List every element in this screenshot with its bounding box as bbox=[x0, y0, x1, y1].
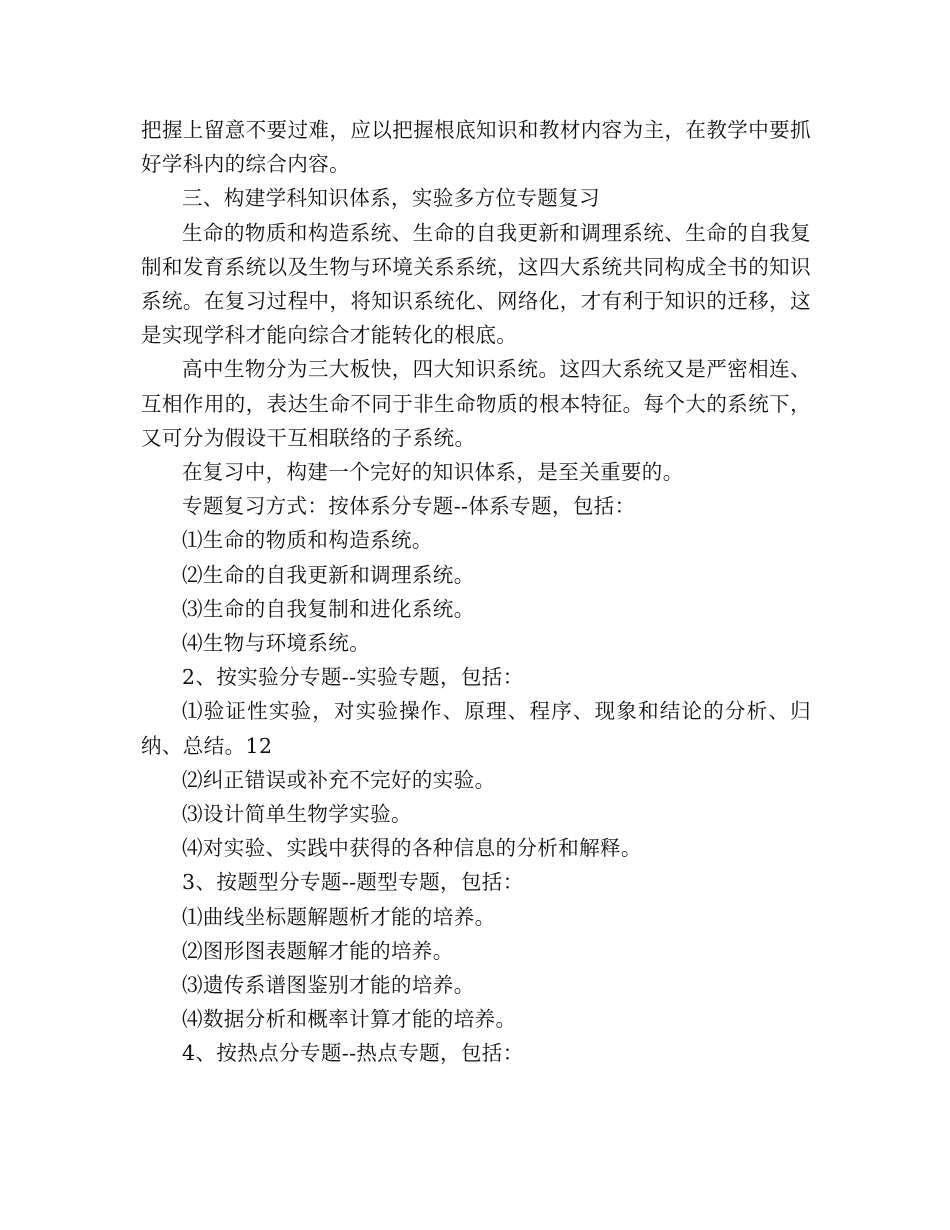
list-heading-hot-topics: 4、按热点分专题--热点专题，包括： bbox=[182, 1041, 524, 1066]
list-heading-experiment-topics: 2、按实验分专题--实验专题，包括： bbox=[182, 665, 524, 690]
list-item: ⑷生物与环境系统。 bbox=[182, 631, 371, 656]
list-item: ⑷数据分析和概率计算才能的培养。 bbox=[182, 1007, 517, 1032]
list-item: ⑷对实验、实践中获得的各种信息的分析和解释。 bbox=[182, 836, 642, 861]
list-item: ⑵纠正错误或补充不完好的实验。 bbox=[182, 767, 496, 792]
paragraph-review: 在复习中，构建一个完好的知识体系，是至关重要的。 bbox=[182, 460, 684, 485]
list-heading-system-topics: 专题复习方式：按体系分专题--体系专题，包括： bbox=[182, 494, 636, 519]
list-item: ⑶生命的自我复制和进化系统。 bbox=[182, 596, 475, 621]
list-item: ⑴生命的物质和构造系统。 bbox=[182, 528, 433, 553]
document-body bbox=[141, 113, 811, 1071]
list-item: ⑶设计简单生物学实验。 bbox=[182, 802, 412, 827]
list-heading-question-type-topics: 3、按题型分专题--题型专题，包括： bbox=[182, 870, 524, 895]
list-item: ⑴曲线坐标题解题析才能的培养。 bbox=[182, 904, 496, 929]
paragraph-biology-overview: 高中生物分为三大板快，四大知识系统。这四大系统又是严密相连、互相作用的，表达生命不同于非生命物质的根本特征。每个大的系统下，又可分为假设干互相联络的子系统。 bbox=[141, 357, 811, 450]
list-item: ⑴验证性实验，对实验操作、原理、程序、现象和结论的分析、归纳、总结。12 bbox=[141, 699, 811, 758]
paragraph-systems: 生命的物质和构造系统、生命的自我更新和调理系统、生命的自我复制和发育系统以及生物与环境关系系统，这四大系统共同构成全书的知识系统。在复习过程中，将知识系统化、网络化，才有利于知识的迁移，这是实现学科才能向综合才能转化的根底。 bbox=[141, 220, 811, 348]
list-item: ⑵生命的自我更新和调理系统。 bbox=[182, 562, 475, 587]
section-heading-three: 三、构建学科知识体系，实验多方位专题复习 bbox=[182, 186, 600, 211]
paragraph-continuation: 把握上留意不要过难，应以把握根底知识和教材内容为主，在教学中要抓好学科内的综合内容。 bbox=[141, 118, 811, 177]
list-item: ⑵图形图表题解才能的培养。 bbox=[182, 938, 454, 963]
list-item: ⑶遗传系谱图鉴别才能的培养。 bbox=[182, 973, 475, 998]
